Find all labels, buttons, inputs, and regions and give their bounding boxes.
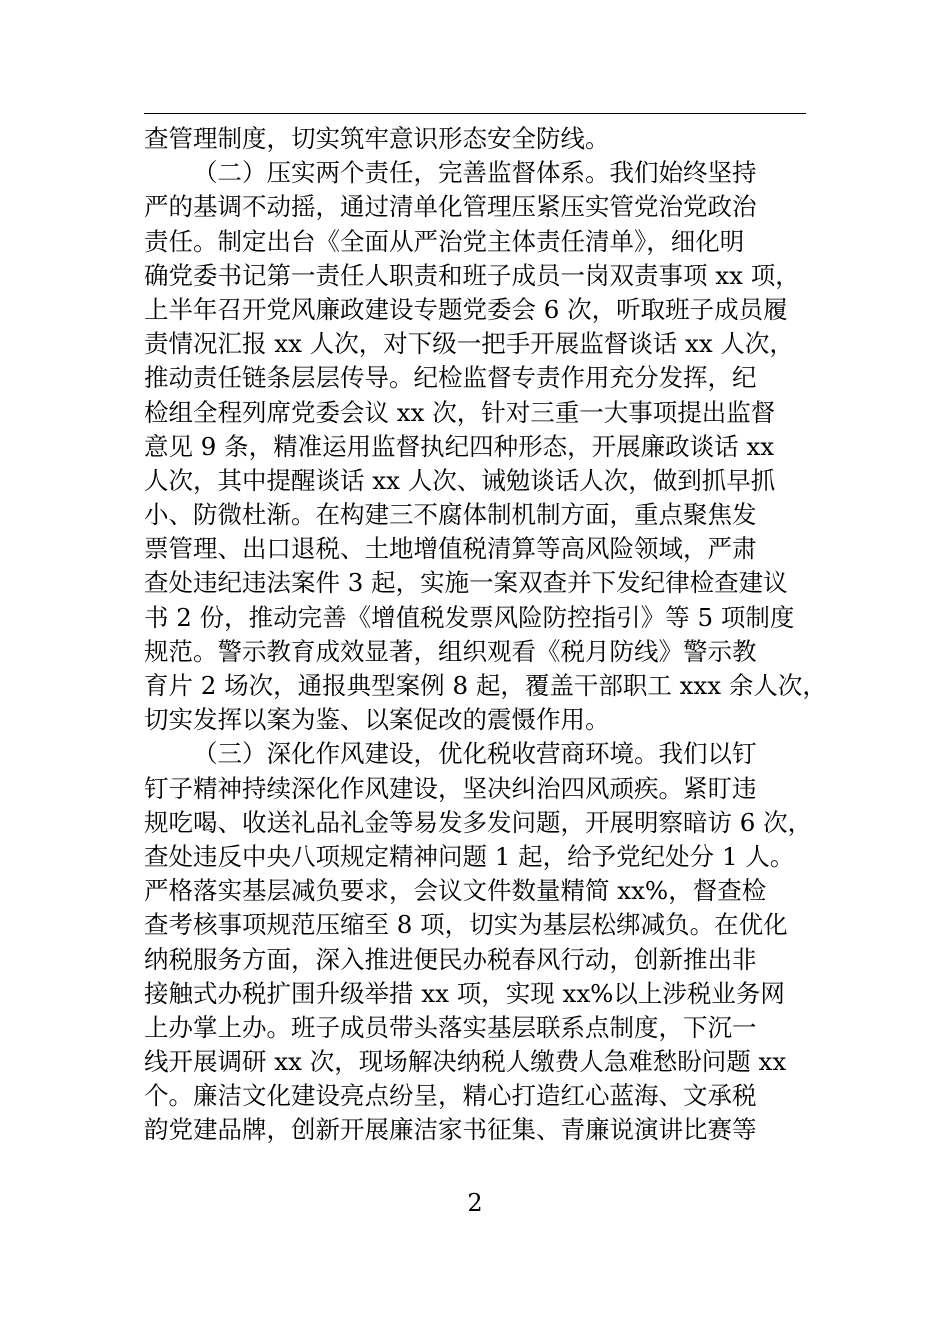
body-text-line: 上半年召开党风廉政建设专题党委会 6 次，听取班子成员履 [144, 294, 788, 324]
body-text-line: 严的基调不动摇，通过清单化管理压紧压实管党治党政治 [144, 192, 757, 222]
body-text-line: 纳税服务方面，深入推进便民办税春风行动，创新推出非 [144, 944, 757, 974]
body-text-line: 小、防微杜渐。在构建三不腐体制机制方面，重点聚焦发 [144, 500, 757, 530]
body-text-line: 钉子精神持续深化作风建设，坚决纠治四风顽疾。紧盯违 [144, 773, 757, 803]
body-text-line: 查管理制度，切实筑牢意识形态安全防线。 [144, 124, 610, 153]
body-text-line: 人次，其中提醒谈话 xx 人次、诫勉谈话人次，做到抓早抓 [144, 465, 776, 495]
header-rule [144, 113, 806, 114]
body-text-line: 查考核事项规范压缩至 8 项，切实为基层松绑减负。在优化 [144, 910, 788, 940]
paragraph-start-line: （三）深化作风建设，优化税收营商环境。我们以钉 [193, 739, 757, 769]
page-number: 2 [467, 1189, 483, 1217]
document-body [144, 122, 834, 1148]
body-text-line: 意见 9 条，精准运用监督执纪四种形态，开展廉政谈话 xx [144, 431, 775, 461]
body-text-line: 个。廉洁文化建设亮点纷呈，精心打造红心蓝海、文承税 [144, 1081, 757, 1111]
paragraph-start-line: （二）压实两个责任，完善监督体系。我们始终坚持 [193, 158, 757, 188]
body-text-line: 规吃喝、收送礼品礼金等易发多发问题，开展明察暗访 6 次， [144, 807, 813, 837]
body-text-line: 票管理、出口退税、土地增值税清算等高风险领域，严肃 [144, 534, 757, 564]
body-text-line: 书 2 份，推动完善《增值税发票风险防控指引》等 5 项制度 [144, 602, 795, 632]
body-text-line: 检组全程列席党委会议 xx 次，针对三重一大事项提出监督 [144, 397, 776, 427]
body-text-line: 严格落实基层减负要求，会议文件数量精简 xx%，督查检 [144, 876, 767, 906]
body-text-line: 查处违反中央八项规定精神问题 1 起，给予党纪处分 1 人。 [144, 841, 795, 871]
body-text-line: 上办掌上办。班子成员带头落实基层联系点制度，下沉一 [144, 1012, 757, 1042]
body-text-line: 推动责任链条层层传导。纪检监督专责作用充分发挥，纪 [144, 363, 757, 393]
body-text-line: 韵党建品牌，创新开展廉洁家书征集、青廉说演讲比赛等 [144, 1115, 757, 1145]
body-text-line: 规范。警示教育成效显著，组织观看《税月防线》警示教 [144, 636, 757, 666]
body-text-line: 确党委书记第一责任人职责和班子成员一岗双责事项 xx 项， [144, 260, 800, 290]
body-text-line: 责情况汇报 xx 人次，对下级一把手开展监督谈话 xx 人次， [144, 329, 794, 359]
body-text-line: 接触式办税扩围升级举措 xx 项，实现 xx%以上涉税业务网 [144, 978, 785, 1008]
body-text-line: 责任。制定出台《全面从严治党主体责任清单》，细化明 [144, 226, 745, 256]
body-text-line: 线开展调研 xx 次，现场解决纳税人缴费人急难愁盼问题 xx [144, 1047, 787, 1077]
body-text-line: 查处违纪违法案件 3 起，实施一案双查并下发纪律检查建议 [144, 568, 788, 598]
body-text-line: 育片 2 场次，通报典型案例 8 起，覆盖干部职工 xxx 余人次， [144, 671, 827, 700]
body-text-line: 切实发挥以案为鉴、以案促改的震慑作用。 [144, 705, 610, 735]
